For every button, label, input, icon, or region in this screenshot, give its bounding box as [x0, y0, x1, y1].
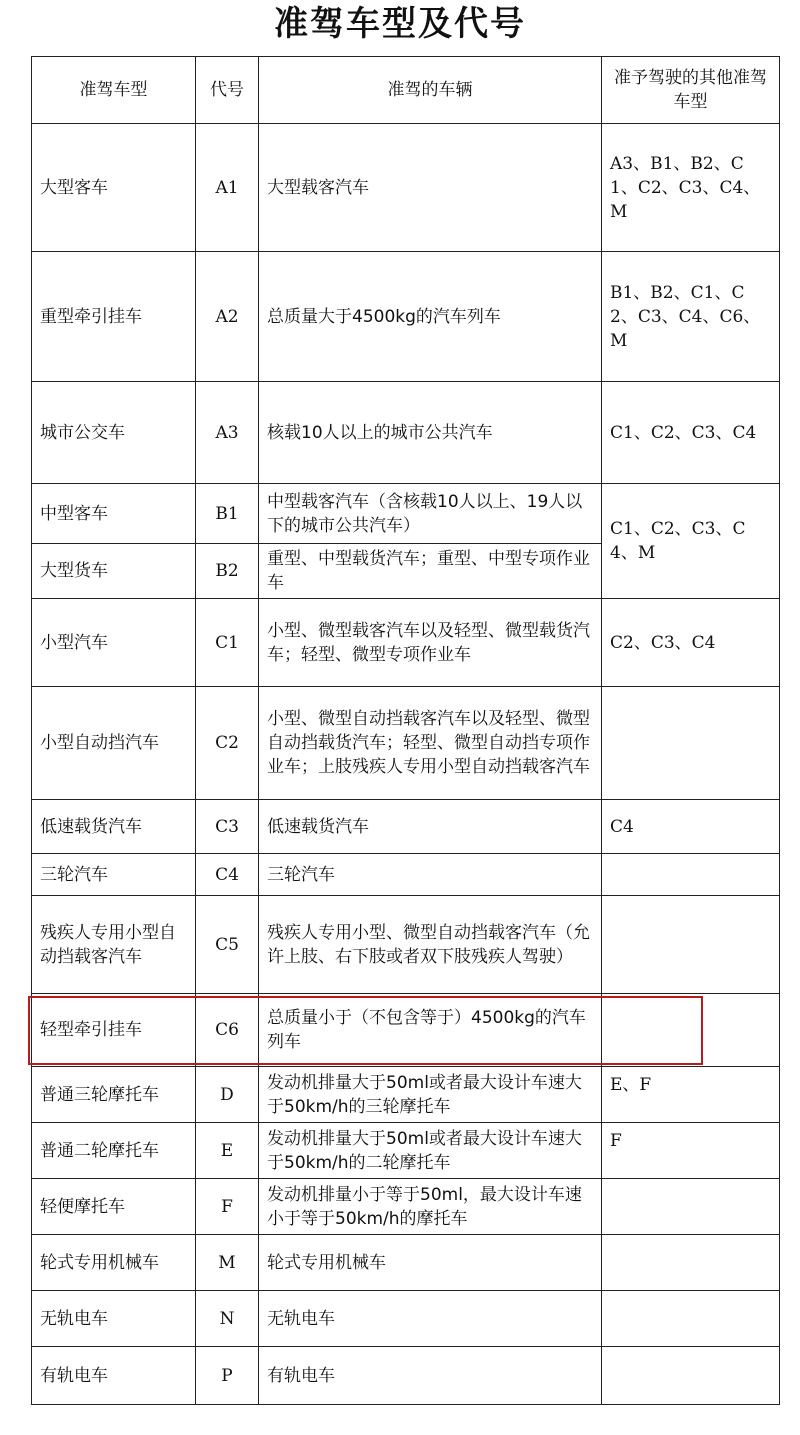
- cell-type: 重型牵引挂车: [32, 252, 196, 382]
- header-other: 准予驾驶的其他准驾车型: [602, 57, 780, 124]
- table-row: [32, 1179, 780, 1235]
- table-row: [32, 1291, 780, 1347]
- cell-vehicles: 轮式专用机械车: [259, 1235, 602, 1291]
- cell-other: [602, 1347, 780, 1405]
- cell-type: 大型客车: [32, 124, 196, 252]
- header-vehicles: 准驾的车辆: [259, 57, 602, 124]
- cell-type: 轻便摩托车: [32, 1179, 196, 1235]
- license-class-table: [31, 56, 780, 1405]
- cell-code: C5: [196, 896, 259, 994]
- cell-type: 无轨电车: [32, 1291, 196, 1347]
- table-row: [32, 854, 780, 896]
- cell-other: C1、C2、C3、C4、M: [602, 484, 780, 599]
- cell-type: 轮式专用机械车: [32, 1235, 196, 1291]
- cell-code: E: [196, 1123, 259, 1179]
- cell-vehicles: 大型载客汽车: [259, 124, 602, 252]
- cell-code: C1: [196, 599, 259, 687]
- cell-vehicles: 残疾人专用小型、微型自动挡载客汽车（允许上肢、右下肢或者双下肢残疾人驾驶）: [259, 896, 602, 994]
- table-row: [32, 252, 780, 382]
- cell-code: A1: [196, 124, 259, 252]
- cell-vehicles: 发动机排量大于50ml或者最大设计车速大于50km/h的三轮摩托车: [259, 1067, 602, 1123]
- cell-other: [602, 1235, 780, 1291]
- header-type: 准驾车型: [32, 57, 196, 124]
- header-code: 代号: [196, 57, 259, 124]
- table-row: [32, 687, 780, 800]
- cell-code: M: [196, 1235, 259, 1291]
- cell-other: E、F: [602, 1067, 780, 1123]
- cell-type: 低速载货汽车: [32, 800, 196, 854]
- table-row: [32, 599, 780, 687]
- table-row-highlighted: [32, 994, 780, 1067]
- cell-vehicles: 总质量大于4500kg的汽车列车: [259, 252, 602, 382]
- cell-code: C6: [196, 994, 259, 1067]
- cell-type: 三轮汽车: [32, 854, 196, 896]
- cell-other: F: [602, 1123, 780, 1179]
- cell-code: B2: [196, 544, 259, 599]
- cell-vehicles: 核载10人以上的城市公共汽车: [259, 382, 602, 484]
- cell-code: F: [196, 1179, 259, 1235]
- cell-type: 轻型牵引挂车: [32, 994, 196, 1067]
- cell-vehicles: 重型、中型载货汽车；重型、中型专项作业车: [259, 544, 602, 599]
- table-row: [32, 896, 780, 994]
- cell-type: 小型自动挡汽车: [32, 687, 196, 800]
- cell-type: 普通三轮摩托车: [32, 1067, 196, 1123]
- table-header-row: [32, 57, 780, 124]
- cell-code: C3: [196, 800, 259, 854]
- cell-other: C4: [602, 800, 780, 854]
- cell-other: B1、B2、C1、C2、C3、C4、C6、M: [602, 252, 780, 382]
- cell-vehicles: 发动机排量大于50ml或者最大设计车速大于50km/h的二轮摩托车: [259, 1123, 602, 1179]
- cell-type: 中型客车: [32, 484, 196, 544]
- table-row: [32, 1235, 780, 1291]
- cell-vehicles: 三轮汽车: [259, 854, 602, 896]
- cell-code: N: [196, 1291, 259, 1347]
- cell-vehicles: 无轨电车: [259, 1291, 602, 1347]
- cell-vehicles: 总质量小于（不包含等于）4500kg的汽车列车: [259, 994, 602, 1067]
- cell-type: 城市公交车: [32, 382, 196, 484]
- cell-vehicles: 有轨电车: [259, 1347, 602, 1405]
- cell-other: C2、C3、C4: [602, 599, 780, 687]
- cell-code: B1: [196, 484, 259, 544]
- table-row: [32, 124, 780, 252]
- cell-type: 有轨电车: [32, 1347, 196, 1405]
- cell-other: [602, 854, 780, 896]
- cell-other: A3、B1、B2、C1、C2、C3、C4、M: [602, 124, 780, 252]
- cell-vehicles: 小型、微型自动挡载客汽车以及轻型、微型自动挡载货汽车；轻型、微型自动挡专项作业车；上肢残疾人专用小型自动挡载客汽车: [259, 687, 602, 800]
- cell-type: 普通二轮摩托车: [32, 1123, 196, 1179]
- cell-type: 小型汽车: [32, 599, 196, 687]
- cell-code: D: [196, 1067, 259, 1123]
- cell-vehicles: 发动机排量小于等于50ml，最大设计车速小于等于50km/h的摩托车: [259, 1179, 602, 1235]
- cell-type: 大型货车: [32, 544, 196, 599]
- table-row: [32, 1123, 780, 1179]
- cell-code: C2: [196, 687, 259, 800]
- cell-code: P: [196, 1347, 259, 1405]
- cell-other: [602, 1179, 780, 1235]
- cell-vehicles: 小型、微型载客汽车以及轻型、微型载货汽车；轻型、微型专项作业车: [259, 599, 602, 687]
- cell-code: A3: [196, 382, 259, 484]
- cell-other: [602, 1291, 780, 1347]
- cell-type: 残疾人专用小型自动挡载客汽车: [32, 896, 196, 994]
- page-title: 准驾车型及代号: [274, 4, 526, 44]
- cell-vehicles: 中型载客汽车（含核载10人以上、19人以下的城市公共汽车）: [259, 484, 602, 544]
- table-row: [32, 484, 780, 544]
- cell-other: C1、C2、C3、C4: [602, 382, 780, 484]
- cell-code: C4: [196, 854, 259, 896]
- cell-vehicles: 低速载货汽车: [259, 800, 602, 854]
- cell-code: A2: [196, 252, 259, 382]
- table-row: [32, 800, 780, 854]
- table-row: [32, 1067, 780, 1123]
- cell-other: [602, 994, 780, 1067]
- table-row: [32, 382, 780, 484]
- cell-other: [602, 687, 780, 800]
- table-row: [32, 1347, 780, 1405]
- cell-other: [602, 896, 780, 994]
